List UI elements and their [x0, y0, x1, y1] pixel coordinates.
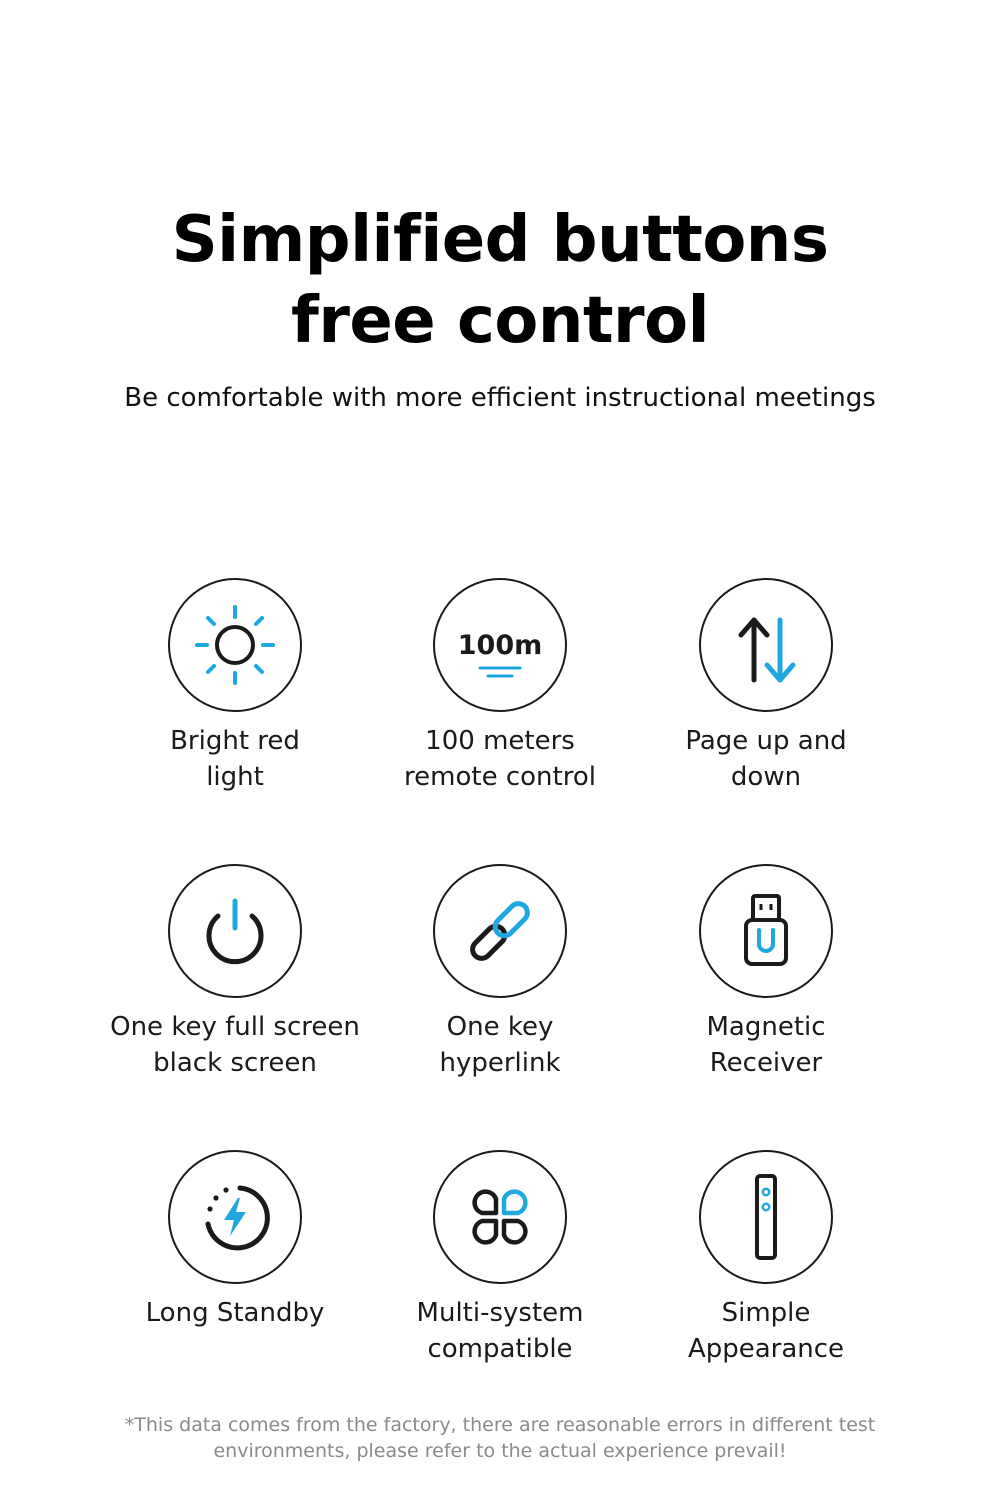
feature-label-line-1: Bright red [170, 726, 300, 756]
feature-icon-circle [168, 1150, 302, 1284]
feature-label-line-1: One key full screen [110, 1012, 360, 1042]
feature-label-line-1: Multi-system [416, 1298, 584, 1328]
feature-label-line-2: light [206, 762, 264, 792]
feature-label-line-2: Receiver [709, 1048, 823, 1078]
feature-icon-circle [433, 578, 567, 712]
feature-label-line-1: Page up and [685, 726, 847, 756]
feature-label-line-2: compatible [427, 1334, 573, 1364]
feature-label-line-2: black screen [153, 1048, 317, 1078]
link-icon [435, 866, 565, 996]
icon-text-100m: 100m [457, 630, 543, 661]
feature-label-line-1: Long Standby [145, 1298, 325, 1328]
subtitle: Be comfortable with more efficient instructional meetings [124, 383, 876, 413]
feature-label-line-2: Appearance [687, 1334, 845, 1364]
feature-label-line-1: One key [446, 1012, 554, 1042]
usb-receiver-icon [701, 866, 831, 996]
footnote [0, 1412, 1000, 1464]
feature-icon-circle [168, 864, 302, 998]
title-line-1: Simplified buttons [171, 203, 829, 277]
feature-label-line-2: hyperlink [439, 1048, 561, 1078]
feature-icon-circle [433, 1150, 567, 1284]
feature-label-line-2: remote control [404, 762, 596, 792]
footnote-line-1: *This data comes from the factory, there are reasonable errors in different test [124, 1414, 876, 1436]
feature-label-line-2: down [730, 762, 802, 792]
power-icon [170, 866, 300, 996]
feature-label-line-1: Simple [721, 1298, 811, 1328]
battery-charge-icon [170, 1152, 300, 1282]
feature-icon-circle [699, 864, 833, 998]
feature-icon-circle [699, 578, 833, 712]
up-down-arrows-icon [701, 580, 831, 710]
feature-label-line-1: Magnetic [706, 1012, 826, 1042]
footnote-line-2: environments, please refer to the actual experience prevail! [213, 1440, 787, 1462]
sun-icon [170, 580, 300, 710]
100m-distance-icon [435, 580, 565, 710]
multi-system-icon [435, 1152, 565, 1282]
remote-device-icon [701, 1152, 831, 1282]
feature-icon-circle [168, 578, 302, 712]
title-line-2: free control [290, 284, 710, 358]
feature-label-line-1: 100 meters [425, 726, 575, 756]
feature-icon-circle [433, 864, 567, 998]
feature-icon-circle [699, 1150, 833, 1284]
